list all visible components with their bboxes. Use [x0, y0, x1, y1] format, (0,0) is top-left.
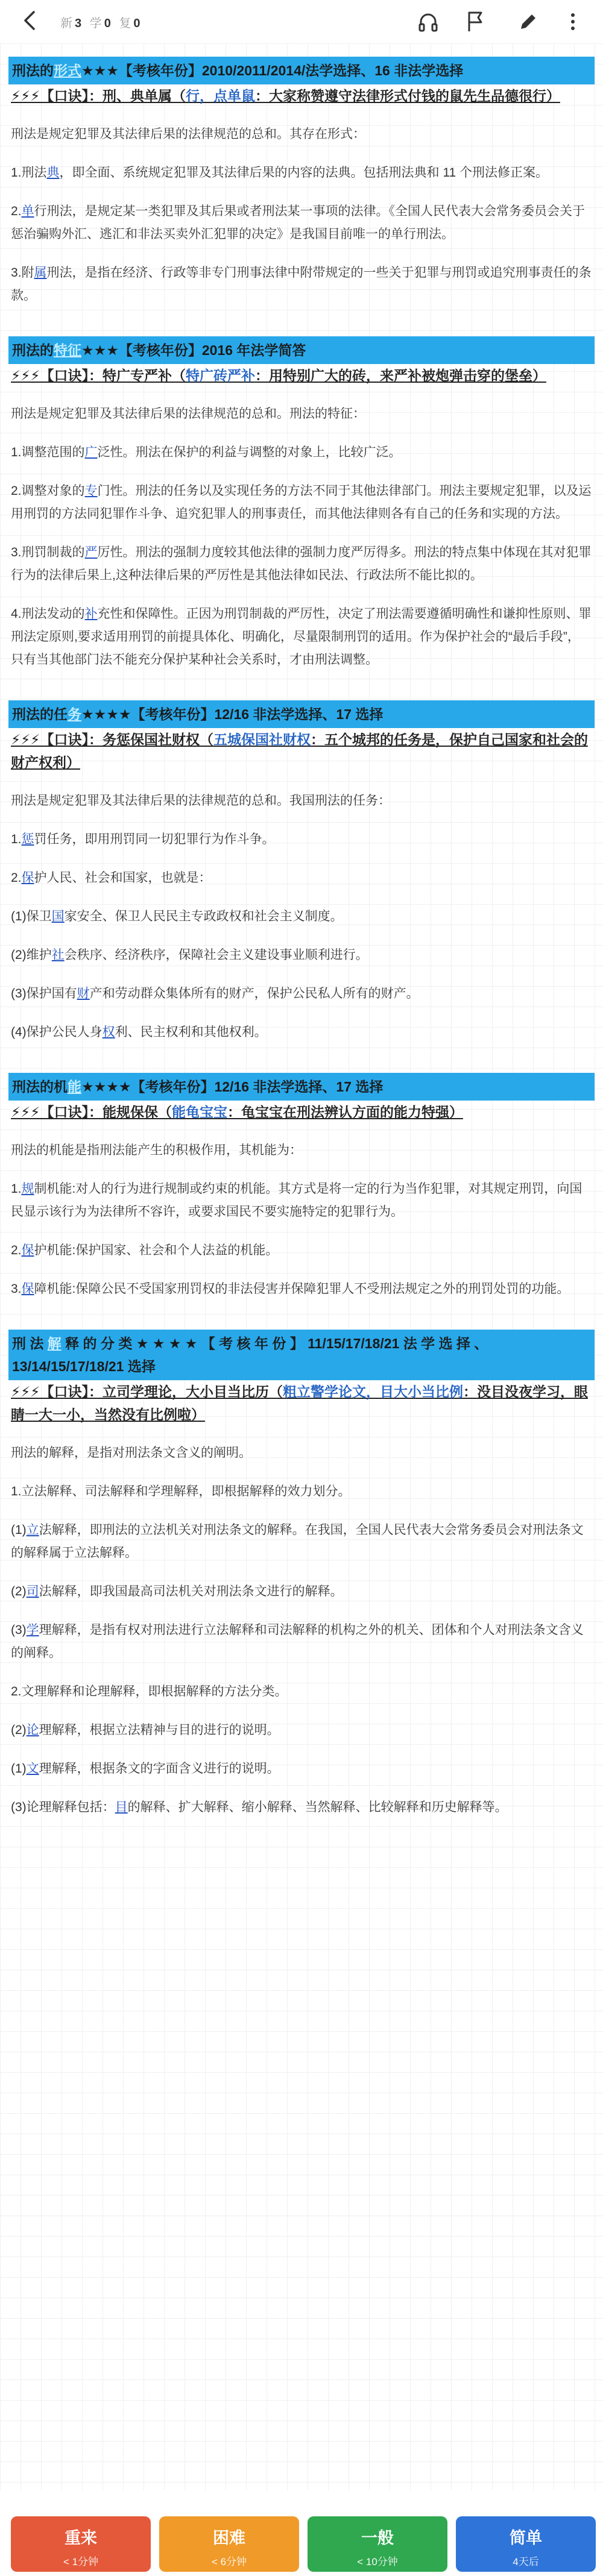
paragraph: 3.保障机能:保障公民不受国家刑罚权的非法侵害并保障犯罪人不受刑法规定之外的刑罚处罚的功能。	[11, 1282, 570, 1296]
paragraph: 3.刑罚制裁的严厉性。刑法的强制力度较其他法律的强制力度严厉得多。刑法的特点集中体现在其对犯罪行为的法律后果上,这种法律后果的严厉性是其他法律如民法、行政法所不能比拟的。	[11, 545, 592, 582]
paragraph: (1)保卫国家安全、保卫人民民主专政政权和社会主义制度。	[11, 909, 343, 923]
paragraph: 1.立法解释、司法解释和学理解释，即根据解释的效力划分。	[11, 1484, 351, 1498]
again-interval: < 1分钟	[63, 2556, 99, 2568]
section-header: 刑法的机能★★★★【考核年份】12/16 非法学选择、17 选择	[8, 1073, 595, 1101]
again-button[interactable]	[11, 2516, 151, 2572]
paragraph: 刑法是规定犯罪及其法律后果的法律规范的总和。刑法的特征：	[11, 407, 365, 421]
section-header: 刑法的形式★★★【考核年份】2010/2011/2014/法学选择、16 非法学选择	[8, 57, 595, 84]
paragraph: 3.附属刑法，是指在经济、行政等非专门刑事法律中附带规定的一些关于犯罪与刑罚或追究刑事责任的条款。	[11, 266, 592, 303]
card-counters	[60, 13, 145, 31]
paragraph: 2.保护人民、社会和国家，也就是：	[11, 871, 212, 885]
paragraph: (3)保护国有财产和劳动群众集体所有的财产，保护公民私人所有的财产。	[11, 987, 419, 1001]
top-bar	[0, 0, 603, 44]
mnemonic-line: ⚡⚡⚡【口诀】：立司学理论，大小目当比历（粗立警学论文，目大小当比例：没目没夜学习，眼睛一大一小，当然没有比例啦）	[11, 1384, 588, 1422]
paragraph: 刑法是规定犯罪及其法律后果的法律规范的总和。其存在形式：	[11, 127, 365, 141]
headphones-icon[interactable]	[416, 10, 440, 34]
paragraph: 1.惩罚任务，即用刑罚同一切犯罪行为作斗争。	[11, 832, 275, 846]
hard-button[interactable]	[159, 2516, 299, 2572]
section-tasks	[8, 700, 595, 1044]
answer-bar	[0, 2498, 603, 2576]
section-interpretation	[8, 1330, 595, 1819]
paragraph: (2)司法解释，即我国最高司法机关对刑法条文进行的解释。	[11, 1585, 343, 1598]
more-options-icon[interactable]	[561, 10, 585, 34]
section-header: 刑 法 解 释 的 分 类 ★ ★ ★ ★ 【 考 核 年 份 】 11/15/17/18/21 法 学 选 择 、13/14/15/17/18/21 选择	[8, 1330, 595, 1380]
easy-label: 简单	[510, 2529, 542, 2547]
mnemonic-line: ⚡⚡⚡【口诀】：特广专严补（特广砖严补：用特别广大的砖，来严补被炮弹击穿的堡垒）	[11, 368, 546, 383]
paragraph: 4.刑法发动的补充性和保障性。正因为刑罚制裁的严厉性，决定了刑法需要遵循明确性和谦抑性原则、罪刑法定原则,要求适用刑罚的前提具体化、明确化，尽量限制刑罚的适用。作为保护社会的“最后手段”，只有当其他部门法不能充分保护某种社会关系时，才由刑法调整。	[11, 607, 592, 667]
paragraph: 2.调整对象的专门性。刑法的任务以及实现任务的方法不同于其他法律部门。刑法主要规定犯罪，以及运用刑罚的方法同犯罪作斗争、追究犯罪人的刑事责任，而其他法律则各有自己的任务和实现的方法。	[11, 484, 592, 521]
counter-review-value: 0	[133, 17, 140, 30]
section-header: 刑法的任务★★★★【考核年份】12/16 非法学选择、17 选择	[8, 700, 595, 728]
edit-pencil-icon[interactable]	[516, 10, 540, 34]
paragraph: 2.保护机能:保护国家、社会和个人法益的机能。	[11, 1243, 279, 1257]
section-functions	[8, 1073, 595, 1301]
paragraph: (3)论理解释包括：目的解释、扩大解释、缩小解释、当然解释、比较解释和历史解释等。	[11, 1800, 508, 1814]
paragraph: 1.规制机能:对人的行为进行规制或约束的机能。其方式是将一定的行为当作犯罪，对其规定刑罚，向国民显示该行为为法律所不容许，或要求国民不要实施特定的犯罪行为。	[11, 1182, 582, 1219]
section-header: 刑法的特征★★★【考核年份】2016 年法学简答	[8, 336, 595, 364]
hard-label: 困难	[213, 2529, 245, 2547]
back-arrow-icon[interactable]	[18, 8, 42, 33]
paragraph: (1)文理解释，根据条文的字面含义进行的说明。	[11, 1762, 280, 1776]
hard-interval: < 6分钟	[211, 2556, 247, 2568]
good-button[interactable]	[308, 2516, 447, 2572]
paragraph: (3)学理解释，是指有权对刑法进行立法解释和司法解释的机构之外的机关、团体和个人对刑法条文含义的阐释。	[11, 1623, 584, 1660]
counter-learn-value: 0	[104, 17, 111, 30]
counter-learn-label: 学	[89, 17, 102, 30]
section-form	[8, 57, 595, 307]
paragraph: (2)维护社会秩序、经济秩序，保障社会主义建设事业顺利进行。	[11, 948, 368, 962]
mnemonic-line: ⚡⚡⚡【口诀】：刑、典单属（行，点单鼠：大家称赞遵守法律形式付钱的鼠先生品德很行）	[11, 88, 560, 104]
card-content	[0, 43, 603, 2490]
good-label: 一般	[361, 2529, 394, 2547]
counter-new-label: 新	[60, 17, 72, 30]
section-features	[8, 336, 595, 671]
paragraph: 刑法的机能是指刑法能产生的积极作用，其机能为：	[11, 1143, 302, 1157]
again-label: 重来	[65, 2529, 97, 2547]
paragraph: 1.调整范围的广泛性。刑法在保护的利益与调整的对象上，比较广泛。	[11, 445, 402, 459]
easy-button[interactable]	[456, 2516, 596, 2572]
flag-icon[interactable]	[463, 10, 487, 34]
paragraph: 刑法是规定犯罪及其法律后果的法律规范的总和。我国刑法的任务：	[11, 794, 391, 808]
easy-interval: 4天后	[513, 2556, 539, 2568]
mnemonic-line: ⚡⚡⚡【口诀】：务惩保国社财权（五城保国社财权：五个城邦的任务是，保护自己国家和社会的财产权利）	[11, 732, 588, 770]
counter-new-value: 3	[75, 17, 82, 30]
paragraph: (1)立法解释，即刑法的立法机关对刑法条文的解释。在我国，全国人民代表大会常务委员会对刑法条文的解释属于立法解释。	[11, 1523, 584, 1560]
mnemonic-line: ⚡⚡⚡【口诀】：能规保保（能龟宝宝：龟宝宝在刑法辨认方面的能力特强）	[11, 1104, 463, 1120]
paragraph: 刑法的解释，是指对刑法条文含义的阐明。	[11, 1446, 251, 1460]
paragraph: (2)论理解释，根据立法精神与目的进行的说明。	[11, 1723, 280, 1737]
counter-review-label: 复	[119, 17, 131, 30]
paragraph: 1.刑法典，即全面、系统规定犯罪及其法律后果的内容的法典。包括刑法典和 11 个刑法修正案。	[11, 166, 548, 180]
paragraph: 2.单行刑法，是规定某一类犯罪及其后果或者刑法某一事项的法律。《全国人民代表大会常务委员会关于惩治骗购外汇、逃汇和非法买卖外汇犯罪的决定》是我国目前唯一的单行刑法。	[11, 204, 586, 241]
good-interval: < 10分钟	[357, 2556, 398, 2568]
paragraph: (4)保护公民人身权利、民主权利和其他权利。	[11, 1025, 267, 1039]
paragraph: 2.文理解释和论理解释，即根据解释的方法分类。	[11, 1685, 288, 1698]
